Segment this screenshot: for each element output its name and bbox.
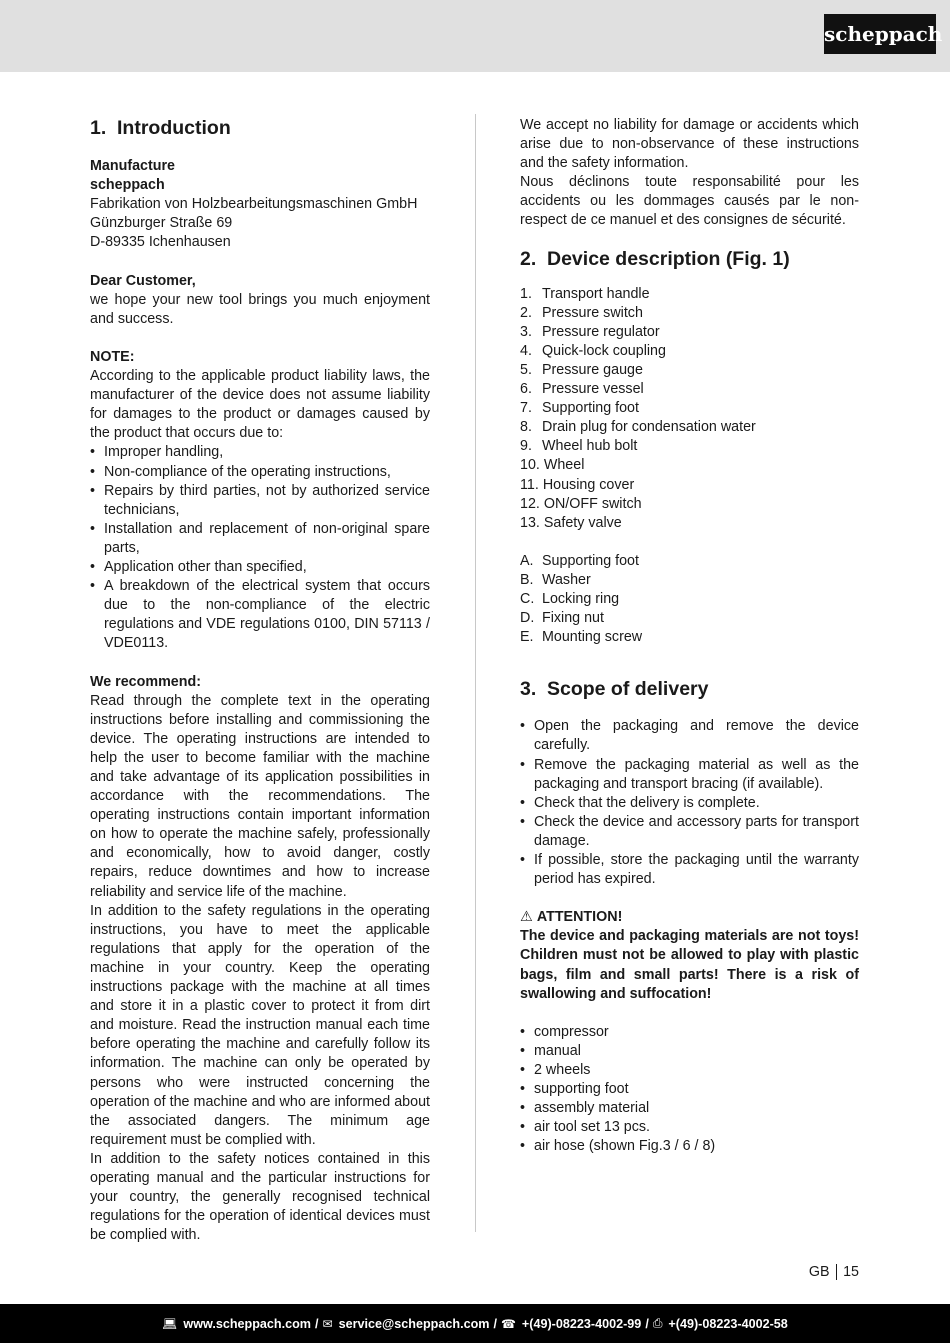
- list-item: 9. Wheel hub bolt: [520, 438, 638, 455]
- list-item: • air hose (shown Fig.3 / 6 / 8): [520, 1137, 859, 1156]
- list-item: 6. Pressure vessel: [520, 381, 644, 398]
- fax-icon: ⎙: [652, 1316, 663, 1330]
- greeting-text: we hope your new tool brings you much enjoyment and success.: [90, 291, 430, 327]
- list-item: 2. Pressure switch: [520, 304, 643, 321]
- list-item: 4. Quick-lock coupling: [520, 342, 666, 359]
- list-item: • air tool set 13 pcs.: [520, 1118, 859, 1137]
- list-item: • If possible, store the packaging until the warranty period has expired.: [520, 851, 859, 889]
- list-item: E. Mounting screw: [520, 629, 643, 646]
- website-link[interactable]: www.scheppach.com: [183, 1316, 312, 1331]
- list-item: • Remove the packaging material as well as the packaging and transport bracing (if available).: [520, 756, 859, 794]
- list-item: • A breakdown of the electrical system that occurs due to the non-compliance of the electric regulations and VDE regulations 0100, DIN 57113 / VDE0113.: [90, 577, 430, 653]
- phone-icon: ☎: [500, 1316, 516, 1331]
- footer-separator: /: [493, 1316, 497, 1331]
- list-item: • Installation and replacement of non-original spare parts,: [90, 520, 430, 558]
- list-item: • Check that the delivery is complete.: [520, 794, 859, 813]
- delivery-contents-list: [520, 1023, 859, 1157]
- right-column: [520, 116, 859, 1157]
- list-item: • Check the device and accessory parts for transport damage.: [520, 813, 859, 851]
- greeting: Dear Customer,: [90, 272, 196, 289]
- section-1-heading: 1. Introduction: [90, 117, 231, 139]
- column-divider: [475, 114, 476, 1232]
- address-line: D-89335 Ichenhausen: [90, 234, 231, 251]
- footer-bar: [0, 1304, 950, 1343]
- list-item: • Open the packaging and remove the device carefully.: [520, 717, 859, 755]
- list-item: 11. Housing cover: [520, 476, 635, 493]
- note-text: According to the applicable product liability laws, the manufacturer of the device does not assume liability for damages to the product or damages caused by the product that occurs due to:: [90, 368, 430, 442]
- phone-number: +(49)-08223-4002-99: [521, 1316, 642, 1331]
- mail-icon: ✉︎: [322, 1316, 333, 1331]
- list-item: • compressor: [520, 1023, 859, 1042]
- list-item: • assembly material: [520, 1099, 859, 1118]
- list-item: A. Supporting foot: [520, 552, 639, 569]
- recommend-paragraph: In addition to the safety regulations in the operating instructions, you have to meet the applicable regulations that apply for the operation of the machine in your country. Keep the operating instructions package with the machine at all times and store it in a plastic cover to protect it from dirt and moisture. Read the instruction manual each time before operating the machine and carefully follow its information. The machine can only be operated by persons who were instructed concerning the operation of the machine and who are informed about the associated dangers. The minimum age requirement must be complied with.: [90, 902, 430, 1148]
- company-name: scheppach: [90, 177, 165, 194]
- delivery-steps-list: [520, 717, 859, 889]
- liability-english: We accept no liability for damage or accidents which arise due to non-observance of these instructions and the safety information.: [520, 117, 859, 172]
- section-3-heading: 3. Scope of delivery: [520, 678, 709, 701]
- note-label: NOTE:: [90, 348, 135, 365]
- list-item: 3. Pressure regulator: [520, 323, 660, 340]
- list-item: 13. Safety valve: [520, 514, 622, 531]
- list-item: • Application other than specified,: [90, 558, 430, 577]
- list-item: 5. Pressure gauge: [520, 361, 643, 378]
- recommend-label: We recommend:: [90, 673, 201, 690]
- page-number-value: 15: [843, 1264, 859, 1280]
- address-line: Günzburger Straße 69: [90, 215, 233, 232]
- list-item: • 2 wheels: [520, 1061, 859, 1080]
- email-link[interactable]: service@scheppach.com: [338, 1316, 490, 1331]
- left-column: [90, 116, 430, 1245]
- laptop-icon: 💻︎: [162, 1316, 178, 1331]
- recommend-paragraph: Read through the complete text in the operating instructions before installing and commissioning the device. The operating instructions are intended to help the user to become familiar with the machine and take advantage of its application possibilities in accordance with the recommendations. The operating instructions contain important information on how to operate the machine safely, professionally and economically, how to avoid danger, costly repairs, reduce downtimes and how to increase reliability and service life of the machine.: [90, 692, 430, 900]
- manufacture-label: Manufacture: [90, 158, 175, 174]
- liability-french: Nous déclinons toute responsabilité pour les accidents ou les dommages causés par le non-respect de ce manuel et des consignes de sécurité.: [520, 174, 859, 229]
- list-item: C. Locking ring: [520, 591, 620, 608]
- warning-triangle-icon: ⚠: [520, 909, 533, 926]
- parts-list: [520, 285, 859, 533]
- attention-heading: ⚠ ATTENTION!: [520, 908, 859, 927]
- list-item: D. Fixing nut: [520, 610, 604, 627]
- list-item: • Non-compliance of the operating instructions,: [90, 463, 430, 482]
- list-item: 12. ON/OFF switch: [520, 495, 642, 512]
- scheppach-logo: scheppach: [824, 14, 936, 54]
- list-item: • Improper handling,: [90, 443, 430, 462]
- lettered-parts-list: [520, 552, 859, 647]
- language-code: GB: [808, 1264, 830, 1280]
- page-number: [809, 1264, 859, 1280]
- recommend-paragraph: In addition to the safety notices contained in this operating manual and the particular instructions for your country, the generally recognised technical regulations for the operation of identical devices must be complied with.: [90, 1150, 430, 1244]
- section-2-heading: 2. Device description (Fig. 1): [520, 247, 790, 270]
- list-item: 8. Drain plug for condensation water: [520, 419, 756, 436]
- fax-number: +(49)-08223-4002-58: [668, 1316, 788, 1331]
- list-item: 10. Wheel: [520, 457, 585, 474]
- list-item: • Repairs by third parties, not by authorized service technicians,: [90, 482, 430, 520]
- page-number-separator: [836, 1264, 838, 1280]
- list-item: • manual: [520, 1042, 859, 1061]
- footer-separator: /: [645, 1316, 649, 1331]
- note-list: [90, 443, 430, 653]
- attention-text: The device and packaging materials are not toys! Children must not be allowed to play with plastic bags, film and small parts! There is a risk of swallowing and suffocation!: [520, 928, 859, 1002]
- address-line: Fabrikation von Holzbearbeitungsmaschinen GmbH: [90, 196, 418, 213]
- list-item: • supporting foot: [520, 1080, 859, 1099]
- header-band: [0, 0, 950, 72]
- list-item: 1. Transport handle: [520, 285, 650, 302]
- list-item: B. Washer: [520, 571, 591, 588]
- list-item: 7. Supporting foot: [520, 400, 639, 417]
- footer-separator: /: [315, 1316, 319, 1331]
